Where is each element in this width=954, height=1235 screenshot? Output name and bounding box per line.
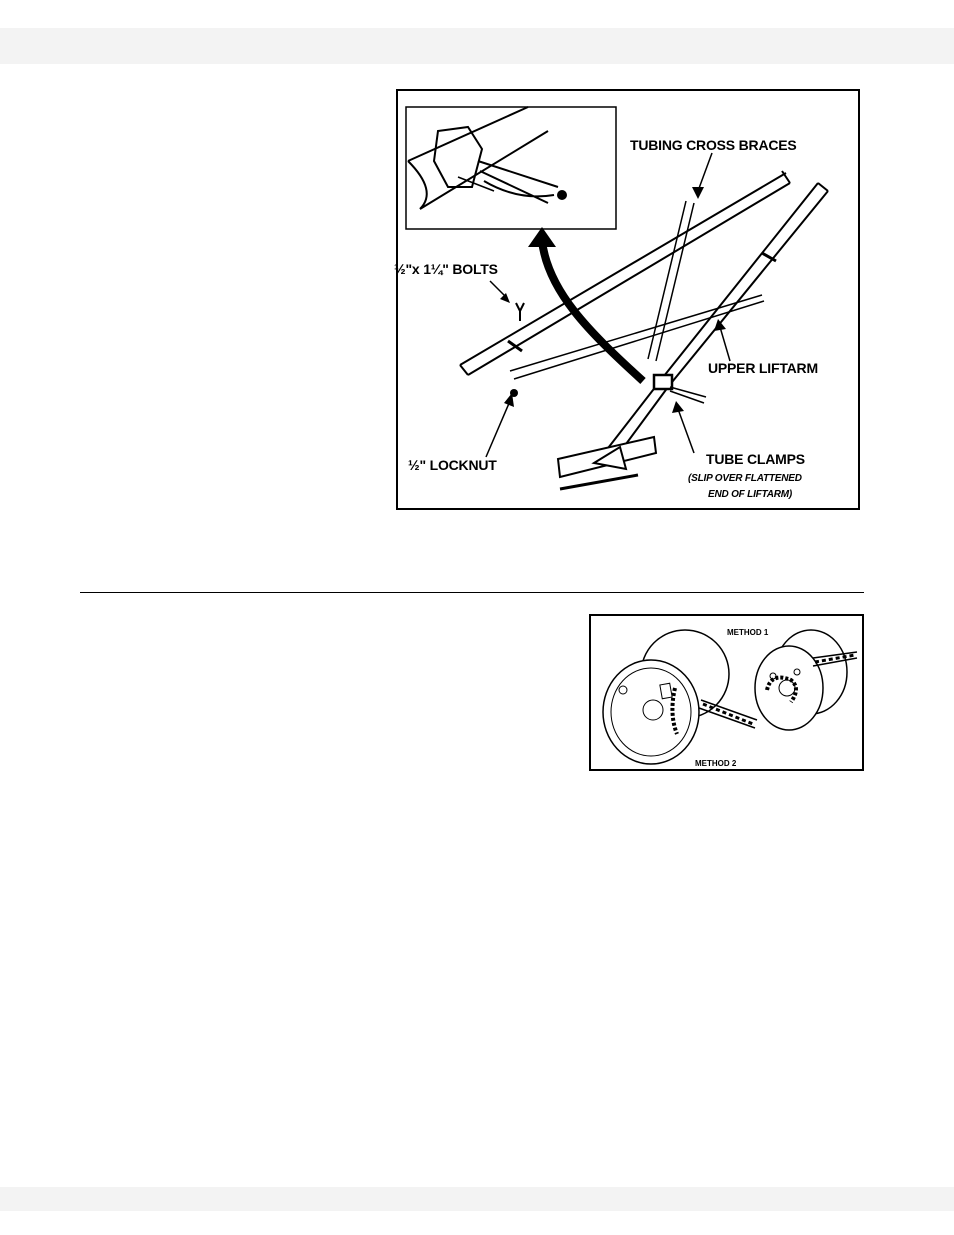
spool-methods-drawing <box>591 616 862 769</box>
clamp-inset <box>406 107 616 229</box>
footer-band <box>0 1187 954 1211</box>
spool-methods-figure <box>589 614 864 771</box>
spool-method-1 <box>755 630 857 730</box>
liftarm-assembly-drawing <box>398 91 858 508</box>
label-upper-liftarm: UPPER LIFTARM <box>708 360 818 376</box>
label-bolts: ½"x 1¼" BOLTS <box>394 261 498 277</box>
label-tube-clamps-note-2: END OF LIFTARM) <box>708 489 793 500</box>
section-divider <box>80 592 864 593</box>
spool-method-2 <box>603 630 757 764</box>
label-method-2: METHOD 2 <box>695 759 737 768</box>
label-method-1: METHOD 1 <box>727 628 769 637</box>
header-band <box>0 28 954 64</box>
label-tube-clamps: TUBE CLAMPS <box>706 451 805 467</box>
label-tubing-cross-braces: TUBING CROSS BRACES <box>630 137 797 153</box>
label-locknut: ½" LOCKNUT <box>408 457 497 473</box>
locknut-icon <box>510 389 518 397</box>
bolt-icon <box>516 303 524 321</box>
liftarm-assembly-figure <box>396 89 860 510</box>
label-tube-clamps-note-1: (SLIP OVER FLATTENED <box>688 473 802 484</box>
